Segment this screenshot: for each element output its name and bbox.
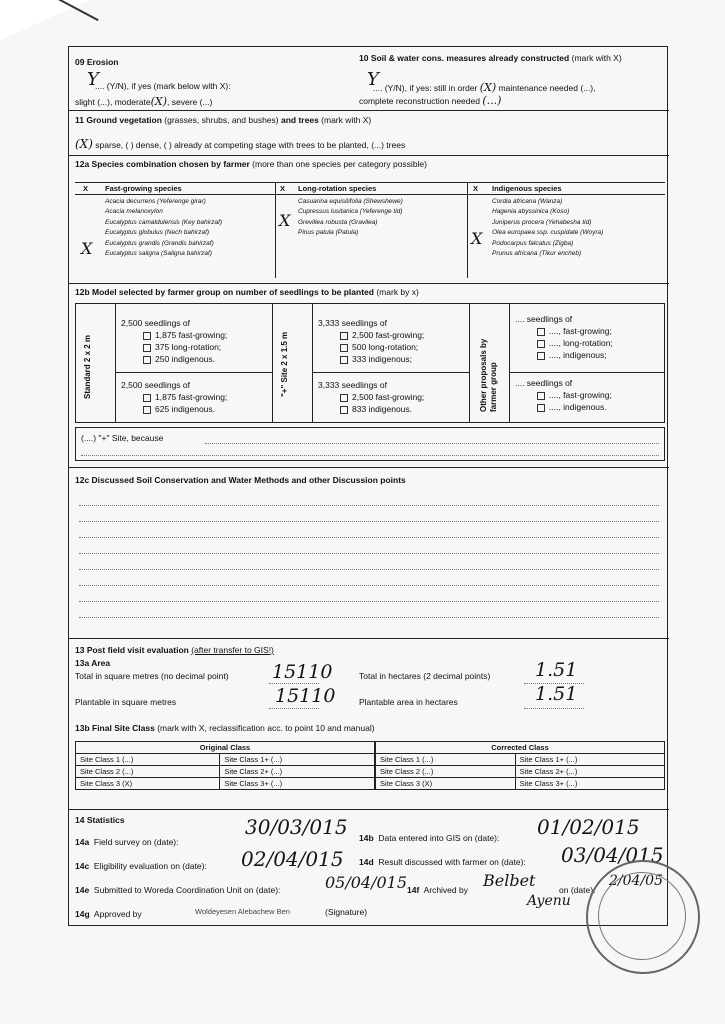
species-item: Cordia africana (Wanza) bbox=[492, 198, 563, 205]
s14-title: 14 Statistics bbox=[75, 815, 125, 825]
s14d bbox=[359, 857, 526, 867]
plant-sqm-label: Plantable in square metres bbox=[75, 697, 177, 707]
s14d-num: 14d bbox=[359, 857, 374, 867]
s10-order-mark[interactable]: (X) bbox=[479, 81, 497, 94]
s10-maint: maintenance needed (...), bbox=[498, 83, 596, 93]
checkbox[interactable] bbox=[537, 328, 545, 336]
option-heading: 3,333 seedlings of bbox=[318, 318, 387, 328]
s10-recon-mark[interactable]: (...) bbox=[482, 94, 502, 107]
species-item: Pinus patula (Patula) bbox=[298, 229, 359, 237]
orig-head: Original Class bbox=[76, 742, 375, 754]
s14e bbox=[75, 885, 280, 895]
because-line[interactable] bbox=[81, 455, 659, 456]
checkbox[interactable] bbox=[537, 340, 545, 348]
total-ha-value[interactable]: 1.51 bbox=[535, 659, 578, 681]
divider bbox=[509, 372, 665, 373]
checkbox[interactable] bbox=[143, 356, 151, 364]
s11-line bbox=[75, 137, 405, 151]
s14e-num: 14e bbox=[75, 885, 90, 895]
class-cell[interactable]: Site Class 3+ (...) bbox=[220, 778, 375, 790]
divider bbox=[69, 467, 669, 468]
s13b-title-note: (mark with X, reclassification acc. to point 10 and manual) bbox=[157, 723, 375, 733]
discussion-line[interactable] bbox=[79, 505, 659, 506]
s13a-label: 13a Area bbox=[75, 658, 111, 668]
s11-title-note: (grasses, shrubs, and bushes) bbox=[164, 115, 279, 125]
s14b bbox=[359, 833, 499, 843]
folded-corner bbox=[0, 0, 90, 40]
long-head: Long-rotation species bbox=[298, 184, 377, 193]
checkbox[interactable] bbox=[340, 344, 348, 352]
option-line: 333 indigenous; bbox=[352, 354, 413, 364]
because-label: (....) "+" Site, because bbox=[81, 433, 164, 443]
fast-species-list bbox=[105, 197, 222, 259]
s14g-num: 14g bbox=[75, 909, 90, 919]
checkbox[interactable] bbox=[143, 394, 151, 402]
s14f-num: 14f bbox=[407, 885, 420, 895]
s10-title-text: 10 Soil & water cons. measures already constructed bbox=[359, 53, 570, 63]
class-cell[interactable]: Site Class 1+ (...) bbox=[220, 754, 375, 766]
divider bbox=[69, 638, 669, 639]
option-line: 375 long-rotation; bbox=[155, 342, 222, 352]
plant-ha-value[interactable]: 1.51 bbox=[535, 683, 578, 705]
s12a-title bbox=[75, 159, 427, 169]
ind-mark[interactable]: X bbox=[471, 229, 483, 248]
s12b-title-note: (mark by x) bbox=[376, 287, 419, 297]
approver-name[interactable]: Woldeyesen Alebachew Ben bbox=[195, 907, 290, 916]
divider bbox=[467, 182, 468, 278]
s11-title3: (mark with X) bbox=[321, 115, 372, 125]
species-item: Eucalyptus saligna (Saligna bahirzaf) bbox=[105, 250, 212, 258]
s12a-title-text: 12a Species combination chosen by farmer bbox=[75, 159, 250, 169]
checkbox[interactable] bbox=[340, 394, 348, 402]
other-label: Other proposals by farmer group bbox=[479, 338, 498, 412]
species-item: Acacia decurrens (Yeferenge girar) bbox=[105, 198, 206, 205]
divider bbox=[115, 303, 116, 423]
s13b-title bbox=[75, 723, 375, 733]
option-line: 1,875 fast-growing; bbox=[155, 392, 228, 402]
s14d-value[interactable]: 03/04/015 bbox=[561, 843, 664, 867]
discussion-line[interactable] bbox=[79, 617, 659, 618]
s14d-label: Result discussed with farmer on (date): bbox=[378, 857, 526, 867]
s11-title-text: 11 Ground vegetation bbox=[75, 115, 162, 125]
s14g-label: Approved by bbox=[93, 909, 142, 919]
divider bbox=[75, 194, 665, 195]
col-x-ind: X bbox=[473, 184, 479, 193]
option-line: ...., fast-growing; bbox=[549, 326, 612, 336]
form-frame bbox=[68, 46, 668, 926]
s14b-label: Data entered into GIS on (date): bbox=[378, 833, 500, 843]
divider bbox=[509, 303, 510, 423]
fast-mark[interactable]: X bbox=[81, 239, 93, 258]
option-heading: 2,500 seedlings of bbox=[121, 380, 190, 390]
plus-option-1 bbox=[318, 317, 424, 365]
s14e-label: Submitted to Woreda Coordination Unit on (date): bbox=[93, 885, 281, 895]
species-item: Acacia melanoxylon bbox=[105, 208, 163, 216]
s9-answer[interactable]: Y bbox=[87, 69, 99, 90]
standard-label: Standard 2 x 2 m bbox=[83, 334, 92, 399]
s10-line2 bbox=[359, 94, 501, 107]
ind-head: Indigenous species bbox=[492, 184, 562, 193]
option-line: 500 long-rotation; bbox=[352, 342, 419, 352]
divider bbox=[312, 372, 469, 373]
s13-title-note: (after transfer to GIS!) bbox=[191, 645, 274, 655]
other-option-2 bbox=[515, 377, 612, 413]
because-line[interactable] bbox=[205, 443, 659, 444]
option-line: 1,875 fast-growing; bbox=[155, 330, 228, 340]
class-cell[interactable]: Site Class 3 (X) bbox=[76, 778, 220, 790]
total-ha-label: Total in hectares (2 decimal points) bbox=[359, 671, 491, 681]
s9-moderate-mark[interactable]: (X) bbox=[150, 95, 168, 108]
s14a bbox=[75, 837, 179, 847]
total-sqm-label: Total in square metres (no decimal point) bbox=[75, 671, 229, 681]
discussion-line[interactable] bbox=[79, 537, 659, 538]
checkbox[interactable] bbox=[143, 406, 151, 414]
col-x-long: X bbox=[280, 184, 286, 193]
plus-option-2 bbox=[318, 379, 424, 415]
s13-title-text: 13 Post field visit evaluation bbox=[75, 645, 189, 655]
s12a-title-note: (more than one species per category possible) bbox=[252, 159, 427, 169]
s10-title bbox=[359, 53, 622, 63]
second-signature: Ayenu bbox=[527, 893, 571, 909]
checkbox[interactable] bbox=[537, 404, 545, 412]
option-line: ...., long-rotation; bbox=[549, 338, 613, 348]
option-line: 250 indigenous. bbox=[155, 354, 216, 364]
discussion-line[interactable] bbox=[79, 585, 659, 586]
class-cell[interactable]: Site Class 1 (...) bbox=[376, 754, 516, 766]
std-option-1 bbox=[121, 317, 227, 365]
original-class-table bbox=[75, 741, 375, 790]
species-item: Grevillea robusta (Gravilea) bbox=[298, 218, 378, 226]
divider bbox=[115, 372, 272, 373]
s9-severity bbox=[75, 95, 212, 108]
divider bbox=[312, 303, 313, 423]
s9-yn: .... (Y/N), if yes (mark below with X): bbox=[95, 81, 231, 91]
s10-title-note: (mark with X) bbox=[571, 53, 622, 63]
checkbox[interactable] bbox=[143, 344, 151, 352]
s12c-title: 12c Discussed Soil Conservation and Water Methods and other Discussion points bbox=[75, 475, 406, 485]
species-item: Casuarina equisitifolia (Shewshewe) bbox=[298, 198, 403, 205]
long-mark[interactable]: X bbox=[279, 211, 291, 230]
discussion-line[interactable] bbox=[79, 553, 659, 554]
checkbox[interactable] bbox=[340, 406, 348, 414]
class-cell[interactable]: Site Class 2+ (...) bbox=[220, 766, 375, 778]
plant-sqm-value[interactable]: 15110 bbox=[275, 685, 336, 707]
s14a-num: 14a bbox=[75, 837, 90, 847]
divider bbox=[69, 283, 669, 284]
s14b-value[interactable]: 01/02/015 bbox=[537, 815, 640, 839]
s11-sparse-mark[interactable]: (X) bbox=[75, 137, 93, 151]
s14f-value[interactable]: Belbet bbox=[483, 871, 536, 890]
checkbox[interactable] bbox=[143, 332, 151, 340]
option-heading: 2,500 seedlings of bbox=[121, 318, 190, 328]
s14f bbox=[407, 885, 468, 895]
s14f-date-value[interactable]: 2/04/05 bbox=[609, 873, 663, 889]
s9-moderate: moderate bbox=[114, 97, 151, 107]
divider bbox=[275, 182, 276, 278]
s11-title2: and trees bbox=[281, 115, 319, 125]
class-cell[interactable]: Site Class 2 (...) bbox=[76, 766, 220, 778]
species-item: Olea europaea ssp. cuspidate (Woyra) bbox=[492, 229, 604, 237]
long-species-list bbox=[298, 197, 403, 239]
s14e-value[interactable]: 05/04/015 bbox=[325, 873, 408, 892]
divider bbox=[69, 110, 669, 111]
s14c bbox=[75, 861, 207, 871]
class-cell[interactable]: Site Class 1 (...) bbox=[76, 754, 220, 766]
discussion-line[interactable] bbox=[79, 521, 659, 522]
class-cell[interactable]: Site Class 2 (...) bbox=[376, 766, 516, 778]
checkbox[interactable] bbox=[537, 352, 545, 360]
option-line: 2,500 fast-growing; bbox=[352, 392, 425, 402]
s13-title bbox=[75, 645, 274, 655]
std-option-2 bbox=[121, 379, 227, 415]
checkbox[interactable] bbox=[537, 392, 545, 400]
s14c-label: Eligibility evaluation on (date): bbox=[93, 861, 207, 871]
class-cell[interactable]: Site Class 3 (X) bbox=[376, 778, 516, 790]
divider bbox=[69, 809, 669, 810]
checkbox[interactable] bbox=[340, 356, 348, 364]
s11-title bbox=[75, 115, 371, 125]
s14b-num: 14b bbox=[359, 833, 374, 843]
species-item: Hagenia abyssinica (Koso) bbox=[492, 208, 570, 216]
class-cell[interactable]: Site Class 2+ (...) bbox=[515, 766, 664, 778]
option-line: 2,500 fast-growing; bbox=[352, 330, 425, 340]
s10-line1 bbox=[373, 81, 595, 94]
official-stamp-inner-ring bbox=[598, 872, 686, 960]
plus-site-label: "+" Site 2 x 1.5 m bbox=[280, 331, 289, 397]
s10-line2-text: complete reconstruction needed bbox=[359, 96, 480, 106]
species-item: Podocarpus falcatus (Zigba) bbox=[492, 239, 574, 247]
corrected-class-table bbox=[375, 741, 665, 790]
species-item: Prunus africana (Tikur encheb) bbox=[492, 250, 582, 258]
s14c-value[interactable]: 02/04/015 bbox=[241, 847, 344, 871]
discussion-line[interactable] bbox=[79, 601, 659, 602]
s14f-date-label: on (date): bbox=[559, 885, 596, 895]
s11-text: sparse, ( ) dense, ( ) already at competing stage with trees to be planted, (...) trees bbox=[95, 140, 406, 150]
s12b-title bbox=[75, 287, 419, 297]
s9-title: 09 Erosion bbox=[75, 57, 119, 67]
s14c-num: 14c bbox=[75, 861, 90, 871]
option-heading: 3,333 seedlings of bbox=[318, 380, 387, 390]
class-cell[interactable]: Site Class 1+ (...) bbox=[515, 754, 664, 766]
option-heading: .... seedlings of bbox=[515, 314, 573, 324]
discussion-line[interactable] bbox=[79, 569, 659, 570]
species-item: Cupressus lusitanica (Yeferenge tid) bbox=[298, 208, 403, 216]
field-line bbox=[524, 708, 584, 709]
divider bbox=[469, 303, 470, 423]
checkbox[interactable] bbox=[340, 332, 348, 340]
option-line: ...., indigenous. bbox=[549, 402, 607, 412]
field-line bbox=[269, 708, 319, 709]
species-item: Eucalyptus globulus (Nech bahirzaf) bbox=[105, 229, 210, 237]
field-line bbox=[269, 683, 319, 684]
s9-slight: slight (...), bbox=[75, 97, 113, 107]
fast-head: Fast-growing species bbox=[105, 184, 182, 193]
divider bbox=[272, 303, 273, 423]
signature-label: (Signature) bbox=[325, 907, 368, 917]
option-line: ...., fast-growing; bbox=[549, 390, 612, 400]
species-item: Eucalyptus grandis (Grandis bahirzaf) bbox=[105, 239, 214, 247]
col-x-fast: X bbox=[83, 184, 89, 193]
option-line: 625 indigenous. bbox=[155, 404, 216, 414]
class-cell[interactable]: Site Class 3+ (...) bbox=[515, 778, 664, 790]
option-line: 833 indigenous. bbox=[352, 404, 413, 414]
s14a-label: Field survey on (date): bbox=[93, 837, 179, 847]
s12b-title-text: 12b Model selected by farmer group on number of seedlings to be planted bbox=[75, 287, 374, 297]
plant-ha-label: Plantable area in hectares bbox=[359, 697, 458, 707]
s10-line1-text: .... (Y/N), if yes: still in order bbox=[373, 83, 478, 93]
s10-answer[interactable]: Y bbox=[367, 69, 379, 90]
option-line: ...., indigenous; bbox=[549, 350, 607, 360]
s9-severe: , severe (...) bbox=[167, 97, 213, 107]
option-heading: .... seedlings of bbox=[515, 378, 573, 388]
s14f-label: Archived by bbox=[423, 885, 468, 895]
s14a-value[interactable]: 30/03/015 bbox=[245, 815, 348, 839]
s14g bbox=[75, 909, 142, 919]
divider bbox=[69, 155, 669, 156]
other-option-1 bbox=[515, 313, 613, 361]
total-sqm-value[interactable]: 15110 bbox=[272, 661, 333, 683]
s13b-title-text: 13b Final Site Class bbox=[75, 723, 155, 733]
species-item: Eucalyptus camaldulensis (Key bahirzaf) bbox=[105, 218, 223, 226]
corr-head: Corrected Class bbox=[376, 742, 665, 754]
species-item: Juniperus procera (Yehabesha tid) bbox=[492, 218, 592, 226]
ind-species-list bbox=[492, 197, 603, 259]
